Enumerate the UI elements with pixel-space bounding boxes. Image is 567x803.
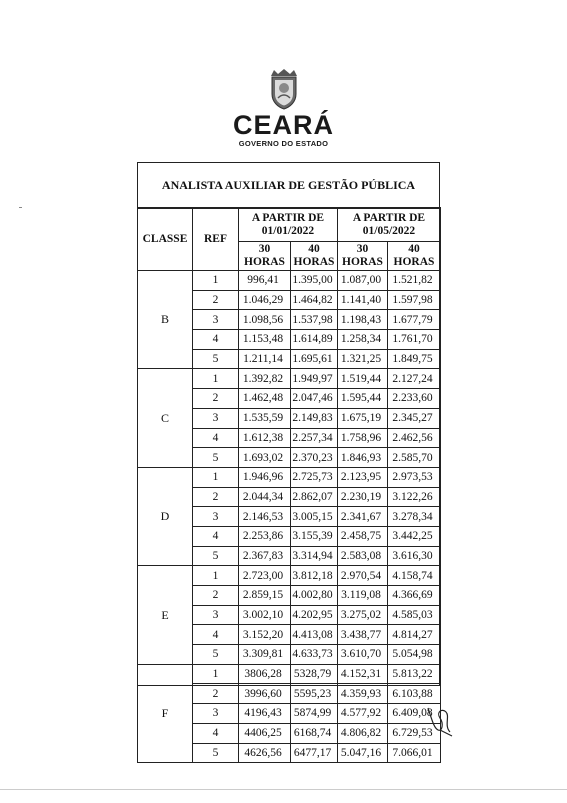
salary-value-cell: 3.122,26 (388, 487, 441, 507)
header-classe: CLASSE (138, 208, 193, 271)
salary-value-cell: 1.535,59 (239, 408, 291, 428)
salary-value-cell: 5595,23 (291, 684, 338, 704)
salary-value-cell: 3.275,02 (338, 605, 388, 625)
ref-cell: 3 (193, 408, 239, 428)
salary-value-cell: 1.046,29 (239, 290, 291, 310)
salary-value-cell: 3806,28 (239, 664, 291, 684)
header-40-horas-p1: 40 HORAS (291, 242, 338, 271)
salary-value-cell: 2.230,19 (338, 487, 388, 507)
ref-cell: 4 (193, 526, 239, 546)
salary-value-cell: 4.577,92 (338, 704, 388, 724)
salary-table (137, 207, 441, 763)
ref-cell: 4 (193, 625, 239, 645)
salary-value-cell: 4.633,73 (291, 645, 338, 665)
table-title: ANALISTA AUXILIAR DE GESTÃO PÚBLICA (138, 163, 439, 209)
salary-value-cell: 2.047,46 (291, 389, 338, 409)
salary-value-cell: 1.695,61 (291, 349, 338, 369)
salary-value-cell: 7.066,01 (388, 743, 441, 763)
ref-cell: 5 (193, 743, 239, 763)
salary-value-cell: 5.813,22 (388, 664, 441, 684)
salary-value-cell: 6.729,53 (388, 723, 441, 743)
ref-cell: 1 (193, 369, 239, 389)
ref-cell: 5 (193, 448, 239, 468)
salary-value-cell: 3.119,08 (338, 586, 388, 606)
salary-value-cell: 2.458,75 (338, 526, 388, 546)
salary-value-cell: 2.370,23 (291, 448, 338, 468)
page-edge (0, 789, 567, 790)
salary-value-cell: 1.849,75 (388, 349, 441, 369)
salary-value-cell: 4.585,03 (388, 605, 441, 625)
ref-cell: 2 (193, 586, 239, 606)
salary-value-cell: 1.392,82 (239, 369, 291, 389)
salary-value-cell: 1.462,48 (239, 389, 291, 409)
salary-value-cell: 5.054,98 (388, 645, 441, 665)
header-40-horas-p2: 40 HORAS (388, 242, 441, 271)
table-row (138, 566, 441, 586)
salary-value-cell: 2.123,95 (338, 467, 388, 487)
ref-cell: 2 (193, 290, 239, 310)
classe-cell: F (138, 664, 193, 762)
salary-value-cell: 6477,17 (291, 743, 338, 763)
salary-value-cell: 3.812,18 (291, 566, 338, 586)
ref-cell: 3 (193, 507, 239, 527)
salary-value-cell: 3.314,94 (291, 546, 338, 566)
salary-value-cell: 4196,43 (239, 704, 291, 724)
table-row (138, 467, 441, 487)
salary-value-cell: 1.675,19 (338, 408, 388, 428)
ref-cell: 2 (193, 389, 239, 409)
salary-value-cell: 3.442,25 (388, 526, 441, 546)
header-period-1: A PARTIR DE 01/01/2022 (239, 208, 338, 242)
classe-cell: D (138, 467, 193, 565)
table-row (138, 664, 441, 684)
salary-value-cell: 1.098,56 (239, 310, 291, 330)
salary-value-cell: 1.758,96 (338, 428, 388, 448)
ref-cell: 5 (193, 645, 239, 665)
salary-value-cell: 3.152,20 (239, 625, 291, 645)
ref-cell: 1 (193, 467, 239, 487)
salary-value-cell: 3.005,15 (291, 507, 338, 527)
salary-value-cell: 2.583,08 (338, 546, 388, 566)
salary-value-cell: 1.521,82 (388, 271, 441, 291)
salary-value-cell: 6.409,08 (388, 704, 441, 724)
salary-value-cell: 1.258,34 (338, 330, 388, 350)
salary-value-cell: 2.367,83 (239, 546, 291, 566)
salary-value-cell: 3.438,77 (338, 625, 388, 645)
salary-value-cell: 4.359,93 (338, 684, 388, 704)
state-seal-icon (268, 68, 300, 110)
salary-value-cell: 2.725,73 (291, 467, 338, 487)
classe-cell: B (138, 271, 193, 369)
brand-subtitle: GOVERNO DO ESTADO (238, 139, 329, 148)
ref-cell: 1 (193, 566, 239, 586)
salary-value-cell: 4.202,95 (291, 605, 338, 625)
salary-value-cell: 1.949,97 (291, 369, 338, 389)
salary-value-cell: 2.973,53 (388, 467, 441, 487)
salary-value-cell: 1.211,14 (239, 349, 291, 369)
salary-value-cell: 5874,99 (291, 704, 338, 724)
header-30-horas-p1: 30 HORAS (239, 242, 291, 271)
salary-value-cell: 4.814,27 (388, 625, 441, 645)
ref-cell: 1 (193, 271, 239, 291)
salary-value-cell: 1.087,00 (338, 271, 388, 291)
salary-table-body (138, 271, 441, 763)
salary-value-cell: 1.153,48 (239, 330, 291, 350)
salary-value-cell: 5328,79 (291, 664, 338, 684)
salary-value-cell: 1.846,93 (338, 448, 388, 468)
salary-value-cell: 3.616,30 (388, 546, 441, 566)
ref-cell: 4 (193, 428, 239, 448)
salary-value-cell: 1.614,89 (291, 330, 338, 350)
ref-cell: 4 (193, 330, 239, 350)
salary-value-cell: 2.345,27 (388, 408, 441, 428)
classe-cell: E (138, 566, 193, 664)
ref-cell: 2 (193, 684, 239, 704)
salary-value-cell: 3.155,39 (291, 526, 338, 546)
salary-value-cell: 5.047,16 (338, 743, 388, 763)
salary-value-cell: 1.693,02 (239, 448, 291, 468)
salary-value-cell: 2.233,60 (388, 389, 441, 409)
table-row (138, 369, 441, 389)
salary-value-cell: 4.413,08 (291, 625, 338, 645)
salary-value-cell: 1.519,44 (338, 369, 388, 389)
salary-value-cell: 1.321,25 (338, 349, 388, 369)
salary-value-cell: 2.859,15 (239, 586, 291, 606)
salary-value-cell: 2.341,67 (338, 507, 388, 527)
salary-value-cell: 3.278,34 (388, 507, 441, 527)
salary-value-cell: 2.970,54 (338, 566, 388, 586)
salary-value-cell: 2.862,07 (291, 487, 338, 507)
salary-value-cell: 1.597,98 (388, 290, 441, 310)
salary-value-cell: 2.149,83 (291, 408, 338, 428)
salary-value-cell: 2.723,00 (239, 566, 291, 586)
salary-value-cell: 2.127,24 (388, 369, 441, 389)
salary-value-cell: 4.806,82 (338, 723, 388, 743)
salary-value-cell: 3.309,81 (239, 645, 291, 665)
salary-value-cell: 4.366,69 (388, 586, 441, 606)
salary-value-cell: 2.146,53 (239, 507, 291, 527)
ref-cell: 5 (193, 546, 239, 566)
salary-value-cell: 1.595,44 (338, 389, 388, 409)
salary-value-cell: 4626,56 (239, 743, 291, 763)
salary-value-cell: 3996,60 (239, 684, 291, 704)
salary-value-cell: 6168,74 (291, 723, 338, 743)
salary-value-cell: 4.002,80 (291, 586, 338, 606)
header-ref: REF (193, 208, 239, 271)
salary-value-cell: 1.761,70 (388, 330, 441, 350)
salary-value-cell: 3.610,70 (338, 645, 388, 665)
salary-value-cell: 3.002,10 (239, 605, 291, 625)
salary-value-cell: 2.585,70 (388, 448, 441, 468)
salary-value-cell: 4.152,31 (338, 664, 388, 684)
salary-value-cell: 6.103,88 (388, 684, 441, 704)
salary-value-cell: 2.044,34 (239, 487, 291, 507)
header-period-2: A PARTIR DE 01/05/2022 (338, 208, 441, 242)
salary-value-cell: 1.198,43 (338, 310, 388, 330)
scan-mark (19, 207, 22, 208)
salary-value-cell: 1.677,79 (388, 310, 441, 330)
salary-value-cell: 1.612,38 (239, 428, 291, 448)
brand-wordmark: CEARÁ (232, 110, 334, 140)
salary-value-cell: 1.464,82 (291, 290, 338, 310)
ref-cell: 4 (193, 723, 239, 743)
salary-value-cell: 4406,25 (239, 723, 291, 743)
header-30-horas-p2: 30 HORAS (338, 242, 388, 271)
salary-value-cell: 1.141,40 (338, 290, 388, 310)
ref-cell: 5 (193, 349, 239, 369)
salary-value-cell: 1.946,96 (239, 467, 291, 487)
ref-cell: 3 (193, 605, 239, 625)
ref-cell: 2 (193, 487, 239, 507)
classe-cell: C (138, 369, 193, 467)
salary-value-cell: 2.462,56 (388, 428, 441, 448)
salary-value-cell: 1.395,00 (291, 271, 338, 291)
salary-value-cell: 996,41 (239, 271, 291, 291)
ref-cell: 3 (193, 704, 239, 724)
salary-value-cell: 4.158,74 (388, 566, 441, 586)
signature-icon (420, 700, 460, 740)
salary-value-cell: 1.537,98 (291, 310, 338, 330)
salary-value-cell: 2.257,34 (291, 428, 338, 448)
salary-value-cell: 2.253,86 (239, 526, 291, 546)
ref-cell: 1 (193, 664, 239, 684)
ref-cell: 3 (193, 310, 239, 330)
table-row (138, 271, 441, 291)
